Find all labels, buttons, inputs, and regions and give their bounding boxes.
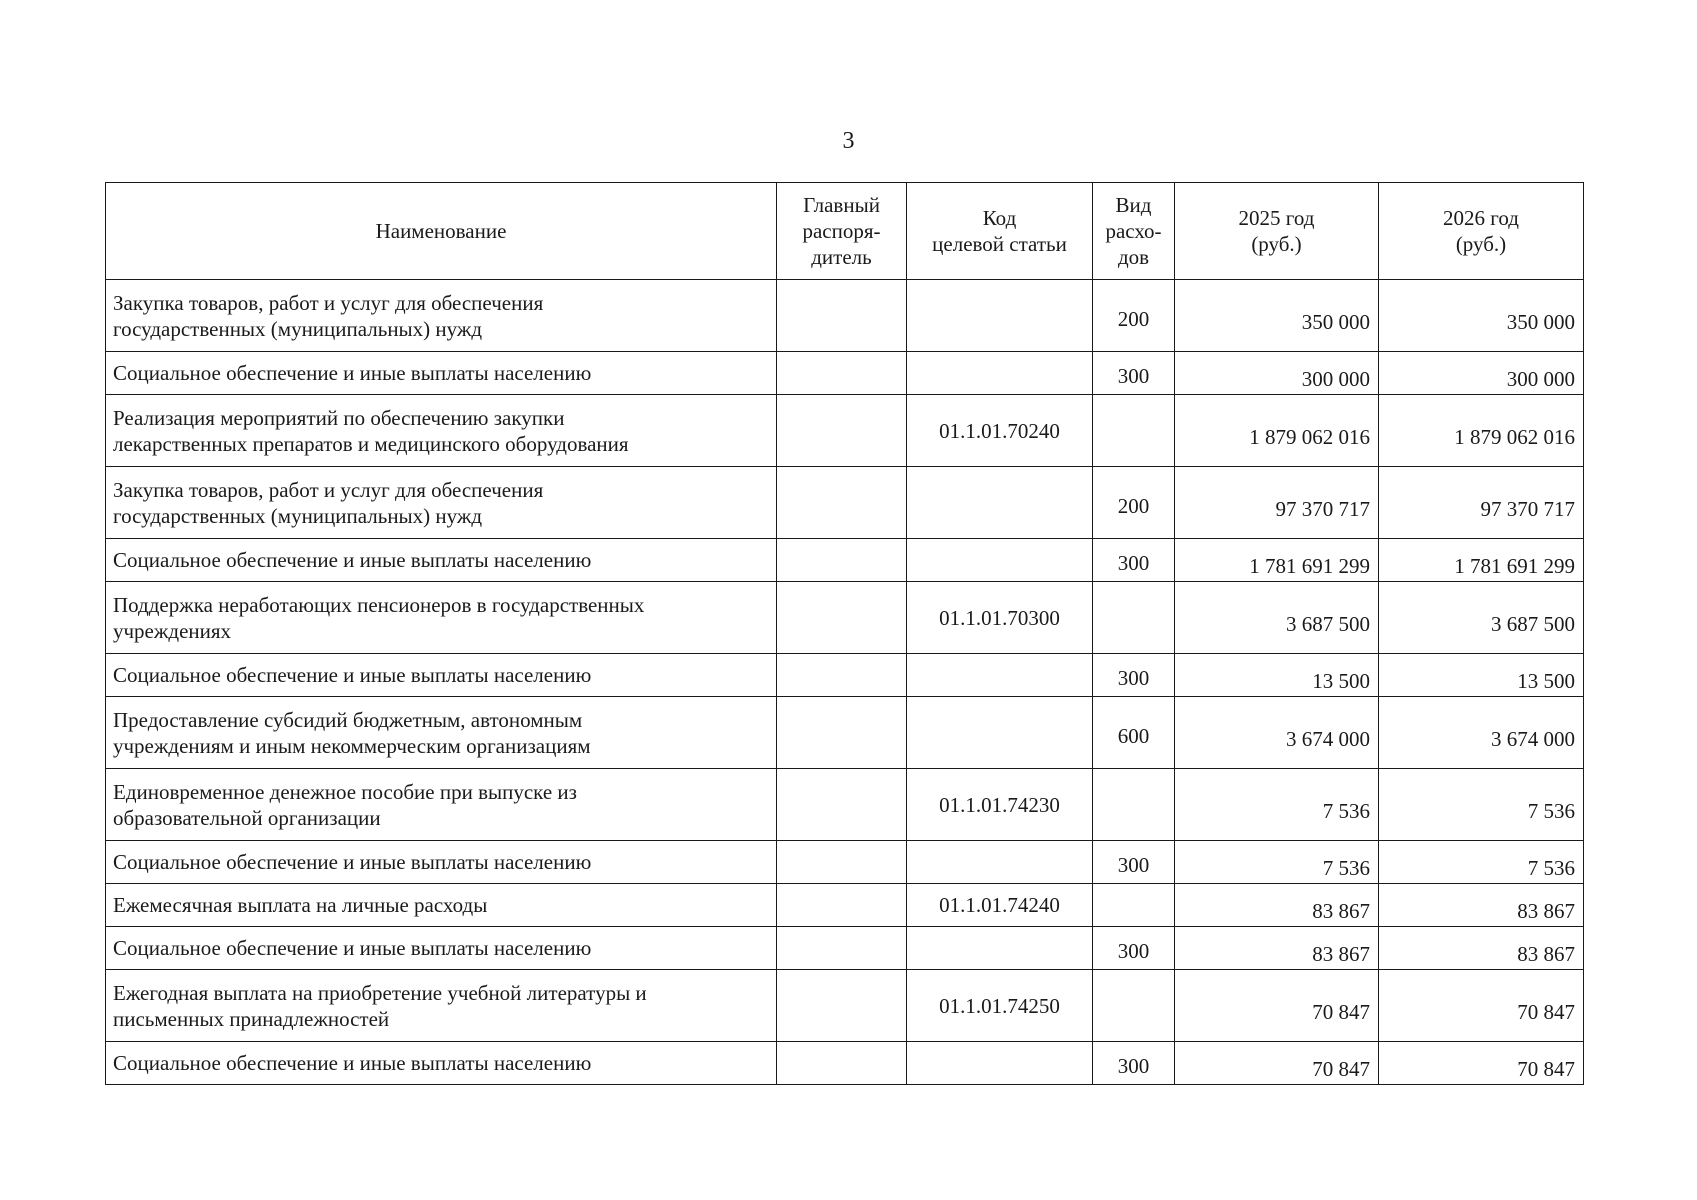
cell-name [106, 352, 777, 395]
header-kind-line: дов [1117, 245, 1150, 269]
cell-name-line: лекарственных препаратов и медицинского оборудования [113, 431, 629, 456]
table-row [106, 582, 1584, 654]
cell-name-line: Социальное обеспечение и иные выплаты населению [113, 548, 592, 572]
cell-target-code: 01.1.01.70300 [907, 582, 1093, 654]
cell-expense-kind: 300 [1093, 539, 1175, 582]
cell-name [106, 769, 777, 841]
table-row [106, 395, 1584, 467]
cell-amount-2025: 97 370 717 [1175, 467, 1379, 539]
cell-expense-kind: 300 [1093, 1042, 1175, 1085]
cell-expense-kind: 300 [1093, 352, 1175, 395]
cell-amount-2025: 3 687 500 [1175, 582, 1379, 654]
cell-chief-administrator [777, 884, 907, 927]
cell-expense-kind [1093, 769, 1175, 841]
cell-name-line: Предоставление субсидий бюджетным, автономным [113, 707, 583, 732]
header-chief-line: дитель [811, 245, 872, 269]
cell-chief-administrator [777, 539, 907, 582]
cell-name [106, 654, 777, 697]
table-row [106, 841, 1584, 884]
cell-name-line: Социальное обеспечение и иные выплаты населению [113, 850, 592, 874]
cell-name [106, 697, 777, 769]
header-2025-line: (руб.) [1251, 232, 1302, 256]
header-2025-line: 2025 год [1238, 206, 1315, 230]
cell-name-line: учреждениях [113, 618, 232, 643]
table-body [106, 280, 1584, 1085]
header-year-2026 [1379, 183, 1584, 280]
budget-table [105, 182, 1584, 1085]
cell-expense-kind: 200 [1093, 280, 1175, 352]
cell-amount-2026: 3 687 500 [1379, 582, 1584, 654]
cell-expense-kind [1093, 395, 1175, 467]
cell-name-line: учреждениям и иным некоммерческим организациям [113, 733, 591, 758]
table-row [106, 1042, 1584, 1085]
cell-amount-2025: 13 500 [1175, 654, 1379, 697]
cell-name-line: Поддержка неработающих пенсионеров в государственных [113, 592, 645, 617]
cell-target-code [907, 352, 1093, 395]
cell-chief-administrator [777, 697, 907, 769]
cell-target-code [907, 927, 1093, 970]
cell-name [106, 395, 777, 467]
cell-name-line: Социальное обеспечение и иные выплаты населению [113, 361, 592, 385]
header-expense-kind [1093, 183, 1175, 280]
header-chief-line: распоря- [802, 219, 881, 243]
cell-name-line: Социальное обеспечение и иные выплаты населению [113, 663, 592, 687]
cell-name-line: Социальное обеспечение и иные выплаты населению [113, 936, 592, 960]
table-row [106, 654, 1584, 697]
cell-name [106, 1042, 777, 1085]
cell-amount-2026: 70 847 [1379, 970, 1584, 1042]
cell-amount-2026: 83 867 [1379, 927, 1584, 970]
cell-amount-2026: 350 000 [1379, 280, 1584, 352]
cell-amount-2026: 300 000 [1379, 352, 1584, 395]
cell-amount-2026: 70 847 [1379, 1042, 1584, 1085]
cell-target-code [907, 467, 1093, 539]
header-code-line: целевой статьи [932, 232, 1067, 256]
cell-name-line: Ежегодная выплата на приобретение учебной литературы и [113, 980, 647, 1005]
header-code-line: Код [982, 206, 1017, 230]
header-2026-line: (руб.) [1455, 232, 1507, 256]
cell-amount-2025: 1 781 691 299 [1175, 539, 1379, 582]
table-header-row [106, 183, 1584, 280]
cell-expense-kind: 300 [1093, 654, 1175, 697]
header-2026-line: 2026 год [1443, 206, 1519, 230]
cell-chief-administrator [777, 654, 907, 697]
cell-expense-kind [1093, 582, 1175, 654]
cell-target-code [907, 280, 1093, 352]
cell-chief-administrator [777, 467, 907, 539]
cell-expense-kind [1093, 884, 1175, 927]
table-row [106, 970, 1584, 1042]
cell-amount-2026: 97 370 717 [1379, 467, 1584, 539]
cell-target-code: 01.1.01.74240 [907, 884, 1093, 927]
cell-name [106, 927, 777, 970]
header-kind-line: расхо- [1105, 219, 1162, 243]
cell-expense-kind: 600 [1093, 697, 1175, 769]
header-chief-administrator [777, 183, 907, 280]
cell-name-line: Закупка товаров, работ и услуг для обеспечения [113, 290, 544, 315]
cell-expense-kind: 300 [1093, 841, 1175, 884]
cell-chief-administrator [777, 769, 907, 841]
cell-amount-2025: 7 536 [1175, 841, 1379, 884]
cell-name [106, 884, 777, 927]
cell-target-code [907, 1042, 1093, 1085]
cell-name [106, 467, 777, 539]
cell-chief-administrator [777, 582, 907, 654]
cell-amount-2026: 7 536 [1379, 769, 1584, 841]
cell-chief-administrator [777, 280, 907, 352]
cell-chief-administrator [777, 352, 907, 395]
table-row [106, 352, 1584, 395]
cell-target-code [907, 841, 1093, 884]
cell-name-line: Единовременное денежное пособие при выпуске из [113, 779, 577, 804]
cell-name-line: Ежемесячная выплата на личные расходы [113, 893, 488, 917]
page-number: 3 [842, 128, 855, 154]
table-row [106, 697, 1584, 769]
cell-amount-2026: 1 781 691 299 [1379, 539, 1584, 582]
cell-amount-2025: 83 867 [1175, 927, 1379, 970]
cell-name [106, 582, 777, 654]
cell-amount-2025: 7 536 [1175, 769, 1379, 841]
cell-amount-2025: 300 000 [1175, 352, 1379, 395]
cell-target-code [907, 697, 1093, 769]
cell-name [106, 280, 777, 352]
cell-amount-2025: 1 879 062 016 [1175, 395, 1379, 467]
header-name [106, 183, 777, 280]
cell-expense-kind: 200 [1093, 467, 1175, 539]
cell-expense-kind [1093, 970, 1175, 1042]
cell-chief-administrator [777, 1042, 907, 1085]
cell-chief-administrator [777, 395, 907, 467]
cell-amount-2025: 83 867 [1175, 884, 1379, 927]
table-row [106, 769, 1584, 841]
cell-target-code [907, 654, 1093, 697]
table-row [106, 539, 1584, 582]
cell-name-line: Социальное обеспечение и иные выплаты населению [113, 1051, 592, 1075]
cell-name [106, 970, 777, 1042]
cell-target-code: 01.1.01.74250 [907, 970, 1093, 1042]
cell-amount-2025: 70 847 [1175, 1042, 1379, 1085]
cell-amount-2026: 7 536 [1379, 841, 1584, 884]
cell-chief-administrator [777, 841, 907, 884]
cell-target-code: 01.1.01.74230 [907, 769, 1093, 841]
cell-chief-administrator [777, 927, 907, 970]
cell-name-line: письменных принадлежностей [113, 1006, 390, 1031]
cell-name-line: Закупка товаров, работ и услуг для обеспечения [113, 477, 544, 502]
cell-amount-2025: 350 000 [1175, 280, 1379, 352]
cell-name-line: государственных (муниципальных) нужд [113, 503, 483, 528]
cell-name-line: государственных (муниципальных) нужд [113, 316, 483, 341]
cell-name [106, 539, 777, 582]
cell-expense-kind: 300 [1093, 927, 1175, 970]
header-year-2025 [1175, 183, 1379, 280]
cell-amount-2025: 3 674 000 [1175, 697, 1379, 769]
cell-target-code: 01.1.01.70240 [907, 395, 1093, 467]
cell-name [106, 841, 777, 884]
header-target-code [907, 183, 1093, 280]
table-row [106, 884, 1584, 927]
cell-name-line: образовательной организации [113, 805, 381, 830]
cell-amount-2026: 1 879 062 016 [1379, 395, 1584, 467]
header-kind-line: Вид [1115, 193, 1152, 217]
cell-chief-administrator [777, 970, 907, 1042]
cell-amount-2026: 83 867 [1379, 884, 1584, 927]
table-row [106, 927, 1584, 970]
cell-name-line: Реализация мероприятий по обеспечению закупки [113, 405, 565, 430]
cell-target-code [907, 539, 1093, 582]
cell-amount-2026: 3 674 000 [1379, 697, 1584, 769]
table-row [106, 280, 1584, 352]
header-chief-line: Главный [803, 193, 880, 217]
header-name-label: Наименование [375, 219, 507, 243]
table-row [106, 467, 1584, 539]
cell-amount-2025: 70 847 [1175, 970, 1379, 1042]
cell-amount-2026: 13 500 [1379, 654, 1584, 697]
